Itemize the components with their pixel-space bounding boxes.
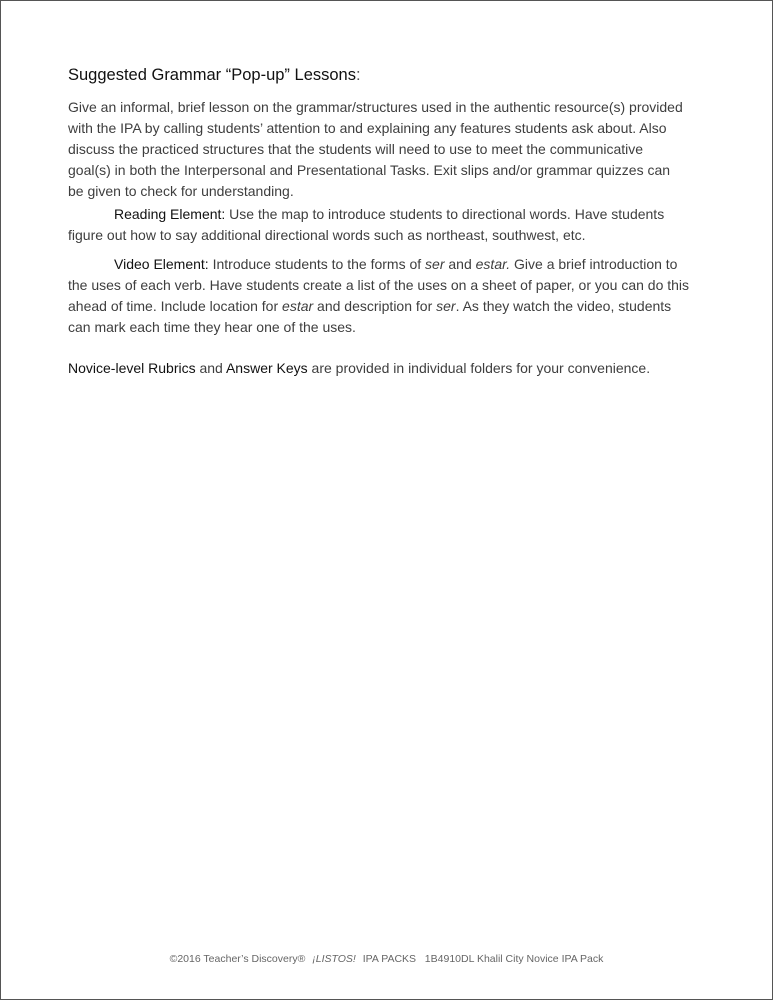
bold-term: Novice-level Rubrics: [68, 360, 196, 376]
text-line: [68, 181, 683, 202]
heading-text: Suggested Grammar “Pop-up” Lessons: [68, 66, 356, 84]
text-segment: . As they watch the video, students: [455, 298, 672, 314]
text-segment: ahead of time. Include location for: [68, 298, 283, 314]
paragraph-reading-element: [68, 204, 664, 246]
text-line: [68, 296, 689, 317]
text-segment: and: [195, 360, 226, 376]
page-footer: [0, 953, 773, 965]
text-line: [68, 317, 689, 338]
text-line: [68, 160, 683, 181]
bold-term: Answer Keys: [225, 360, 308, 376]
paragraph-intro: [68, 97, 683, 202]
text-segment: Use the map to introduce students to directional words. Have students: [225, 206, 665, 222]
text-line: [68, 118, 683, 139]
text-segment: and description for: [313, 298, 437, 314]
italic-term: estar: [282, 298, 314, 314]
italic-term: ser: [436, 298, 456, 314]
text-segment: and: [444, 256, 476, 272]
section-heading: [68, 66, 361, 85]
bold-term: Reading Element:: [114, 206, 226, 222]
text-segment: goal(s) in both the Interpersonal and Presentational Tasks. Exit slips and/or grammar quizzes can: [68, 162, 671, 178]
text-segment: Give a brief introduction to: [510, 256, 678, 272]
text-line: [68, 225, 664, 246]
text-segment: Introduce students to the forms of: [208, 256, 426, 272]
text-line: [68, 204, 664, 225]
text-segment: be given to check for understanding.: [68, 183, 294, 199]
footer-product: IPA PACKS 1B4910DL Khalil City Novice IPA Pack: [362, 953, 604, 965]
footer-copyright: ©2016 Teacher’s Discovery®: [169, 953, 306, 965]
text-segment: Give an informal, brief lesson on the grammar/structures used in the authentic resource(s) provided: [68, 99, 683, 115]
text-segment: figure out how to say additional directional words such as northeast, southwest, etc.: [68, 227, 586, 243]
text-line: [68, 254, 689, 275]
italic-term: estar.: [475, 256, 511, 272]
text-segment: discuss the practiced structures that the students will need to use to meet the communicative: [68, 141, 644, 157]
bold-term: Video Element:: [114, 256, 209, 272]
text-segment: the uses of each verb. Have students create a list of the uses on a sheet of paper, or you can do this: [68, 277, 690, 293]
text-line: [68, 358, 650, 379]
paragraph-rubrics-note: [68, 358, 650, 379]
text-line: [68, 97, 683, 118]
heading-colon: :: [355, 66, 361, 84]
text-segment: can mark each time they hear one of the uses.: [68, 319, 356, 335]
text-segment: are provided in individual folders for your convenience.: [307, 360, 651, 376]
text-line: [68, 139, 683, 160]
text-segment: with the IPA by calling students’ attention to and explaining any features students ask about. Also: [68, 120, 667, 136]
paragraph-video-element: [68, 254, 689, 338]
italic-term: ser: [425, 256, 445, 272]
text-line: [68, 275, 689, 296]
footer-series: ¡LISTOS!: [312, 953, 356, 965]
